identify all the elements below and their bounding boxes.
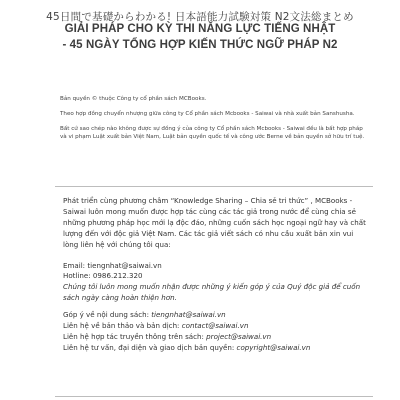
rights-line bbox=[63, 343, 368, 354]
copyright-warning: Bất cứ sao chép nào không được sự đồng ý của công ty Cổ phần sách Mcbooks - Saiwai đều là bất hợp pháp và vi phạm Luật xuất bản Việt Nam, Luật bản quyền quốc tế và công ước Berne về bản quyền sở hữu trí tuệ. bbox=[60, 126, 365, 140]
feedback-email-link[interactable]: tiengnhat@saiwai.vn bbox=[151, 310, 226, 320]
vietnamese-title-line-2: - 45 NGÀY TỔNG HỢP KIẾN THỨC NGỮ PHÁP N2 bbox=[62, 39, 338, 51]
contact-box bbox=[63, 196, 368, 354]
vietnamese-title-line-1: GIẢI PHÁP CHO KỲ THI NĂNG LỰC TIẾNG NHẬT bbox=[64, 23, 336, 35]
rights-label: Liên hệ tư vấn, đại diện và giao dịch bản quyền: bbox=[63, 342, 237, 352]
media-label: Liên hệ hợp tác truyền thông trên sách: bbox=[63, 331, 207, 341]
japanese-title: 45日間で基礎からわかる! 日本語能力試験対策 N2文法総まとめ bbox=[46, 11, 354, 23]
rights-email-link[interactable]: copyright@saiwai.vn bbox=[236, 342, 311, 352]
spacer bbox=[63, 251, 368, 261]
bottom-divider bbox=[55, 396, 373, 397]
copyright-notice bbox=[60, 96, 370, 149]
media-line bbox=[63, 332, 368, 343]
copyright-owner: Bản quyền © thuộc Công ty cổ phần sách MCBooks. bbox=[60, 96, 207, 102]
manuscript-label: Liên hệ về bản thảo và bản dịch: bbox=[63, 321, 182, 331]
copyright-contract: Theo hợp đồng chuyển nhượng giữa công ty Cổ phần sách Mcbooks - Saiwai và nhà xuất bản Sanshusha. bbox=[60, 111, 355, 118]
top-divider bbox=[55, 186, 373, 187]
contact-intro: Phát triển cùng phương châm “Knowledge Sharing – Chia sẻ tri thức” , MCBooks - Saiwai luôn mong muốn được hợp tác cùng các tác giả trong nước để cùng chia sẻ những phương pháp học mới lạ độc đáo, những cuốn sách học ngoại ngữ hay và chất lượng đến với độc giả Việt Nam. Các tác giả viết sách có nhu cầu xuất bản xin vui lòng liên hệ với chúng tôi qua: bbox=[63, 196, 366, 249]
contact-hotline[interactable]: Hotline: 0986.212.320 bbox=[63, 271, 143, 281]
feedback-note: Chúng tôi luôn mong muốn nhận được những ý kiến góp ý của Quý độc giả để cuốn sách ngày càng hoàn thiện hơn. bbox=[63, 282, 361, 303]
feedback-line bbox=[63, 310, 368, 321]
manuscript-email-link[interactable]: contact@saiwai.vn bbox=[181, 321, 249, 331]
manuscript-line bbox=[63, 321, 368, 332]
contact-email[interactable]: Email: tiengnhat@saiwai.vn bbox=[63, 260, 162, 270]
feedback-label: Góp ý về nội dung sách: bbox=[63, 310, 152, 320]
media-email-link[interactable]: project@saiwai.vn bbox=[206, 331, 272, 341]
